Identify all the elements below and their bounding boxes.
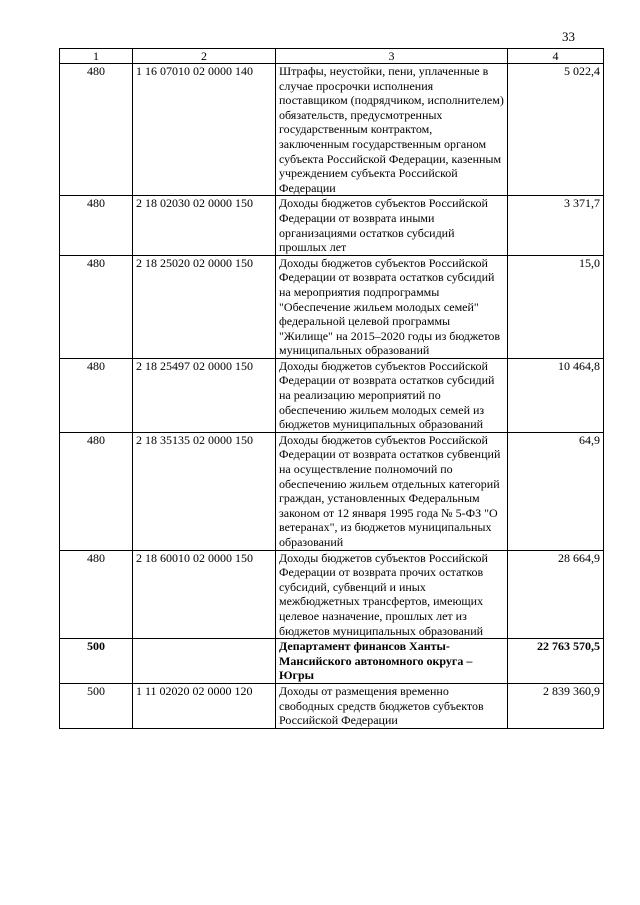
revenue-code-cell: [133, 639, 276, 684]
amount-cell: 2 839 360,9: [508, 683, 604, 728]
department-total-row: [60, 639, 604, 684]
admin-code-cell: 480: [60, 432, 133, 550]
table-row: [60, 196, 604, 255]
description-cell: Доходы бюджетов субъектов Российской Федерации от возврата остатков субвенций на осуществление полномочий по обеспечению жильем отдельных категорий граждан, установленных Федеральным законом от 12 января 1995 года № 5-ФЗ "О ветеранах", из бюджетов муниципальных образований: [276, 432, 508, 550]
amount-cell: 64,9: [508, 432, 604, 550]
table-row: [60, 358, 604, 432]
admin-code-cell: 480: [60, 196, 133, 255]
table-header-row: [60, 49, 604, 64]
revenue-code-cell: 2 18 25020 02 0000 150: [133, 255, 276, 358]
header-col-2: 2: [133, 49, 276, 64]
table-row: [60, 255, 604, 358]
description-cell: Штрафы, неустойки, пени, уплаченные в случае просрочки исполнения поставщиком (подрядчиком, исполнителем) обязательств, предусмотренных государственным контрактом, заключенным государственным органом субъекта Российской Федерации, казенным учреждением субъекта Российской Федерации: [276, 64, 508, 196]
description-cell: Департамент финансов Ханты-Мансийского автономного округа – Югры: [276, 639, 508, 684]
admin-code-cell: 500: [60, 639, 133, 684]
table-row: [60, 64, 604, 196]
amount-cell: 15,0: [508, 255, 604, 358]
description-cell: Доходы бюджетов субъектов Российской Федерации от возврата иными организациями остатков субсидий прошлых лет: [276, 196, 508, 255]
admin-code-cell: 500: [60, 683, 133, 728]
table-row: [60, 550, 604, 639]
table-row: [60, 432, 604, 550]
admin-code-cell: 480: [60, 358, 133, 432]
header-col-3: 3: [276, 49, 508, 64]
revenue-code-cell: 1 11 02020 02 0000 120: [133, 683, 276, 728]
header-col-1: 1: [60, 49, 133, 64]
description-cell: Доходы от размещения временно свободных средств бюджетов субъектов Российской Федерации: [276, 683, 508, 728]
budget-revenue-table: [59, 48, 604, 729]
description-cell: Доходы бюджетов субъектов Российской Федерации от возврата остатков субсидий на реализацию мероприятий по обеспечению жильем молодых семей из бюджетов муниципальных образований: [276, 358, 508, 432]
admin-code-cell: 480: [60, 255, 133, 358]
page-number: 33: [562, 29, 575, 44]
description-cell: Доходы бюджетов субъектов Российской Федерации от возврата остатков субсидий на мероприятия подпрограммы "Обеспечение жильем молодых семей" федеральной целевой программы "Жилище" на 2015–2020 годы из бюджетов муниципальных образований: [276, 255, 508, 358]
revenue-code-cell: 2 18 02030 02 0000 150: [133, 196, 276, 255]
revenue-code-cell: 2 18 25497 02 0000 150: [133, 358, 276, 432]
amount-cell: 22 763 570,5: [508, 639, 604, 684]
amount-cell: 5 022,4: [508, 64, 604, 196]
admin-code-cell: 480: [60, 64, 133, 196]
table-row: [60, 683, 604, 728]
description-cell: Доходы бюджетов субъектов Российской Федерации от возврата прочих остатков субсидий, субвенций и иных межбюджетных трансфертов, имеющих целевое назначение, прошлых лет из бюджетов муниципальных образований: [276, 550, 508, 639]
admin-code-cell: 480: [60, 550, 133, 639]
amount-cell: 3 371,7: [508, 196, 604, 255]
amount-cell: 10 464,8: [508, 358, 604, 432]
revenue-code-cell: 2 18 35135 02 0000 150: [133, 432, 276, 550]
revenue-code-cell: 2 18 60010 02 0000 150: [133, 550, 276, 639]
header-col-4: 4: [508, 49, 604, 64]
revenue-code-cell: 1 16 07010 02 0000 140: [133, 64, 276, 196]
amount-cell: 28 664,9: [508, 550, 604, 639]
